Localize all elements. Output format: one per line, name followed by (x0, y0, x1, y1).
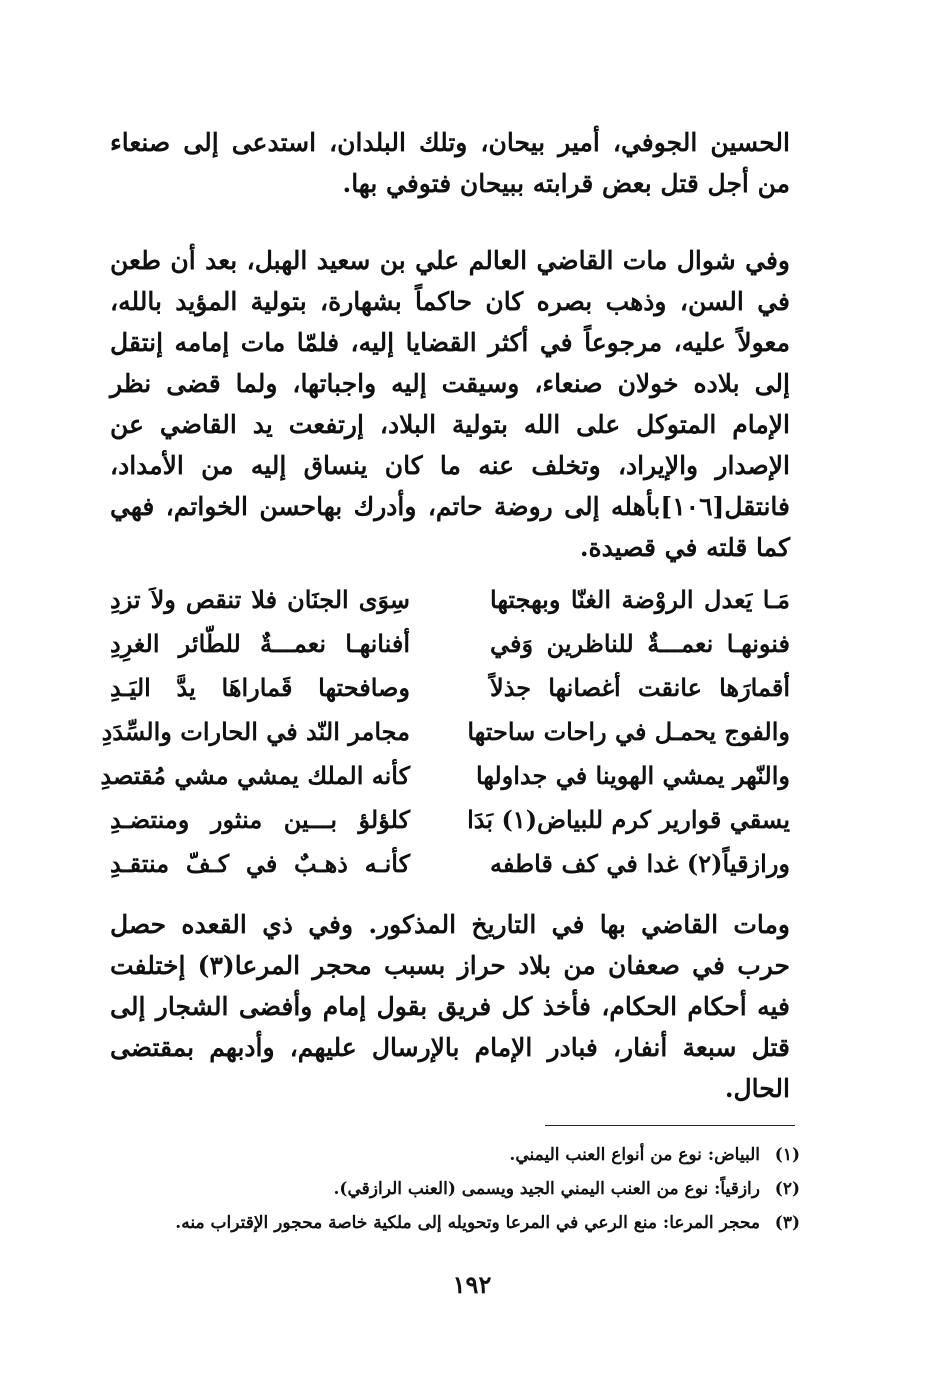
poem-verse (110, 798, 790, 842)
verse-first-hemistich: ورازقياً(٢) غدا في كف قاطفه (490, 849, 790, 878)
footnote-marker: (١) (774, 1145, 800, 1165)
poem-verse (110, 666, 790, 710)
footnote (140, 1138, 800, 1172)
paragraph-judge-death: وفي شوال مات القاضي العالم علي بن سعيد الهبل، بعد أن طعن في السن، وذهب بصره كان حاكماً بشهارة، بتولية المؤيد بالله، معولاً عليه، مرجوعاً في أكثر القضايا إليه، فلمّا مات إمامه إنتقل إلى بلاده خولان صنعاء، وسيقت إليه واجباتها، ولما قضى نظر الإمام المتوكل على الله بتولية البلاد، إرتفعت يد القاضي عن الإصدار والإيراد، وتخلف عنه ما كان ينساق إليه من الأمداد، فانتقل[١٠٦]بأهله إلى روضة حاتم، وأدرك بهاحسن الخواتم، فهي كما قلته في قصيدة. (110, 246, 790, 562)
verse-first-hemistich: والفوج يحمـل في راحات ساحتها (467, 717, 790, 746)
verse-second-hemistich: كأنـه ذهـبٌ في كـفّ منتقـدِ (110, 849, 410, 878)
footnote-marker: (٣) (774, 1213, 800, 1233)
verse-first-hemistich: والنّهر يمشي الهوينا في جداولها (475, 761, 790, 790)
verse-first-hemistich: فنونهـا نعمـــةٌ للناظرين وَفي (490, 629, 790, 658)
poem-verse (100, 754, 790, 798)
poem-verse (101, 710, 790, 754)
poem-verse (110, 622, 790, 666)
footnotes (140, 1138, 800, 1240)
footnote (140, 1172, 800, 1206)
verse-second-hemistich: أفنانهـا نعمـــةٌ للطّائر الغرِدِ (110, 629, 410, 658)
footnote (140, 1206, 800, 1240)
poem-verse (110, 578, 790, 622)
footnote-text: البياض: نوع من أنواع العنب اليمني. (509, 1145, 760, 1165)
poem-verse (110, 842, 790, 886)
verse-second-hemistich: كأنه الملك يمشي مشي مُقتصدِ (100, 761, 410, 790)
paragraph-saafan-conflict: ومات القاضي بها في التاريخ المذكور. وفي ذي القعده حصل حرب في صعفان من بلاد حراز بسبب محجر المرعا(٣) إختلفت فيه أحكام الحكام، فأخذ كل فريق بقول إمام وأفضى الشجار إلى قتل سبعة أنفار، فبادر الإمام بالإرسال عليهم، وأدبهم بمقتضى الحال. (110, 910, 790, 1103)
verse-first-hemistich: أقمارَها عانقت أغصانها جذلاً (490, 673, 790, 702)
verse-second-hemistich: كلؤلؤ بـــين منثور ومنتضـدِ (110, 805, 410, 834)
verse-first-hemistich: مَـا يَعدل الروْضة الغنّا وبهجتها (490, 585, 790, 614)
footnote-text: رازقياً: نوع من العنب اليمني الجيد ويسمى (العنب الرازقي). (333, 1179, 760, 1199)
footnote-text: محجر المرعا: منع الرعي في المرعا وتحويله إلى ملكية خاصة محجور الإقتراب منه. (175, 1213, 760, 1233)
verse-second-hemistich: سِوَى الجنَان فلا تنقص ولاَ تزدِ (110, 585, 410, 614)
poem (100, 578, 790, 886)
page-number: ١٩٢ (452, 1270, 492, 1299)
verse-second-hemistich: مجامر النّد في الحارات والسِّدَدِ (101, 717, 410, 746)
verse-first-hemistich: يسقي قوارير كرم للبياض(١) بَدَا (467, 805, 790, 834)
verse-second-hemistich: وصافحتها قَماراهَا يدَّ اليَـدِ (110, 673, 410, 702)
footnote-marker: (٢) (774, 1179, 800, 1199)
paragraph-intro: الحسين الجوفي، أمير بيحان، وتلك البلدان، استدعى إلى صنعاء من أجل قتل بعض قرابته ببيحان فتوفي بها. (110, 128, 790, 198)
footnote-divider (545, 1125, 795, 1126)
